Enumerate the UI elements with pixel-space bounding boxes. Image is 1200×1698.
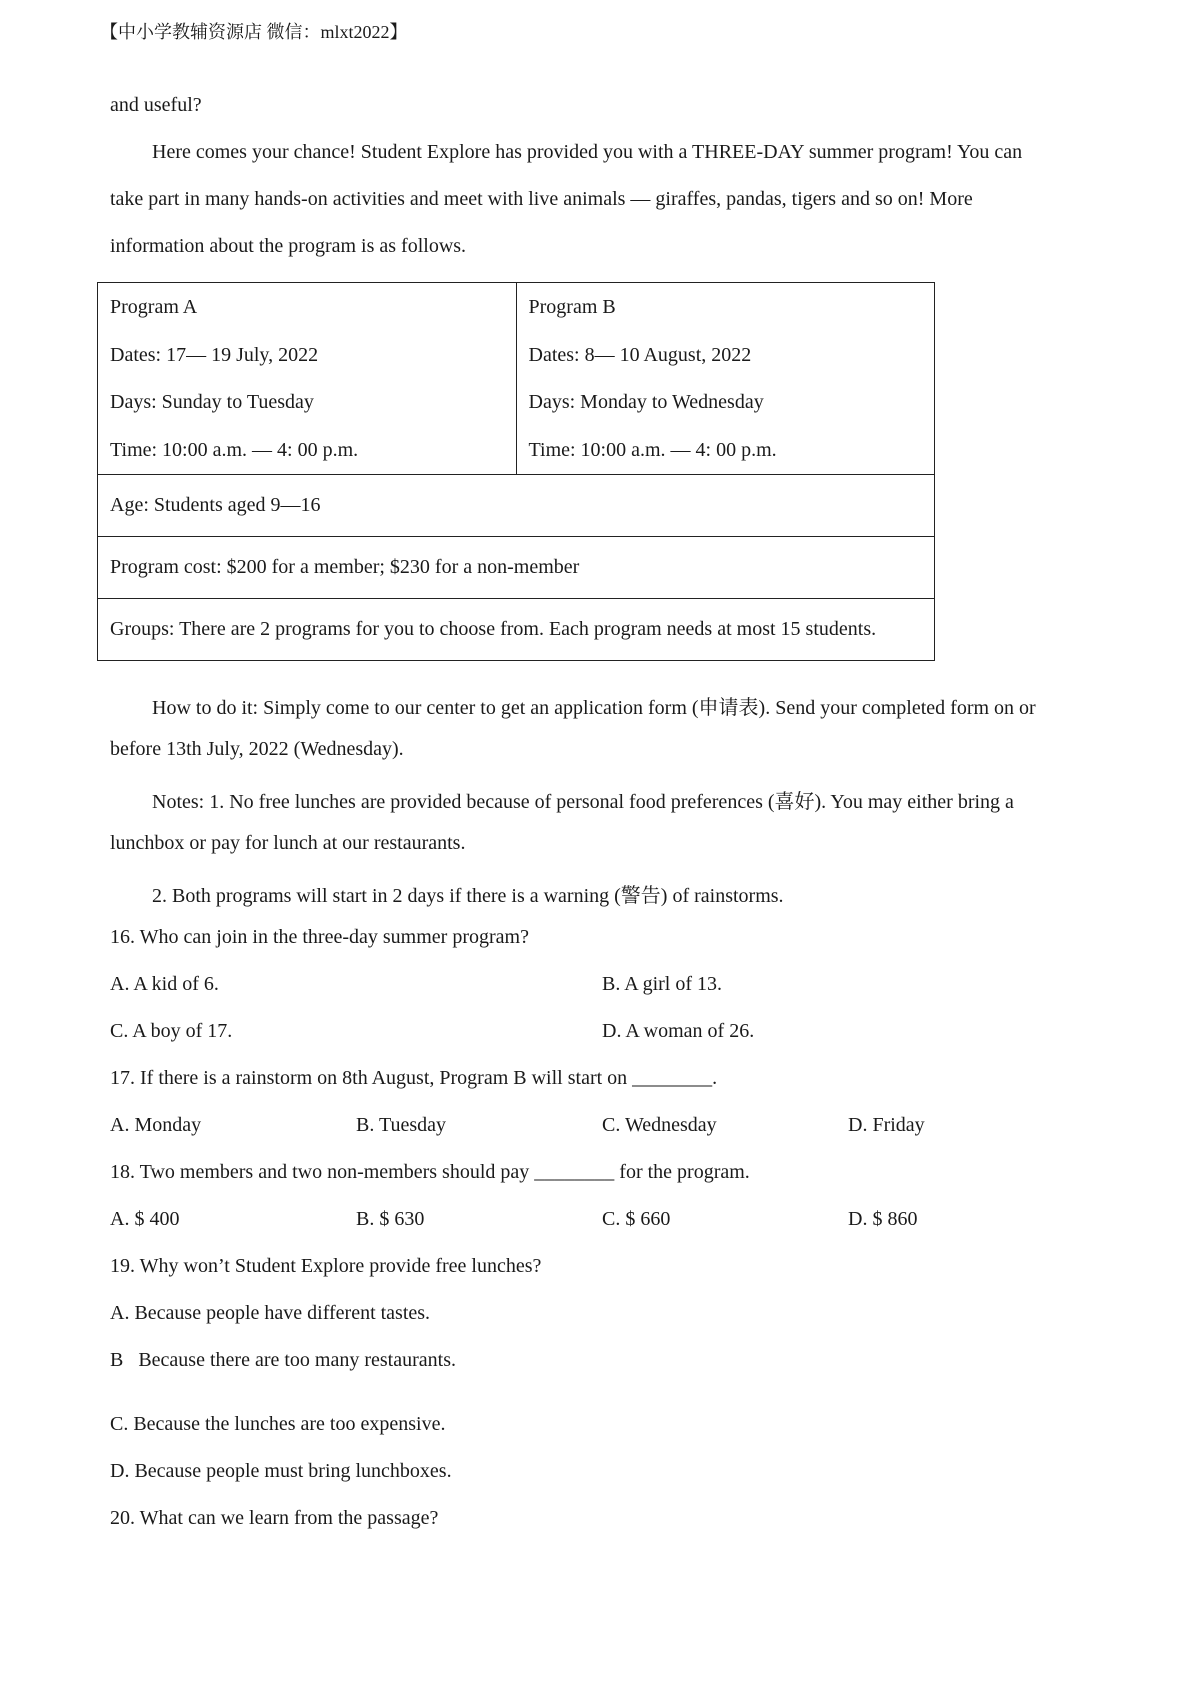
- age-text: Age: Students aged 9—16: [110, 494, 321, 516]
- program-a-time: Time: 10:00 a.m. — 4: 00 p.m.: [110, 438, 359, 461]
- program-b-dates: Dates: 8— 10 August, 2022: [528, 343, 752, 366]
- intro-line-3: information about the program is as follows.: [110, 235, 467, 257]
- q17-option-b: B. Tuesday: [356, 1114, 447, 1136]
- program-row-schedule: [98, 283, 935, 475]
- q16-option-b: B. A girl of 13.: [602, 973, 723, 995]
- program-b-title: Program B: [528, 296, 616, 318]
- program-a-dates: Dates: 17— 19 July, 2022: [110, 343, 319, 366]
- question-18: 18. Two members and two non-members should pay ________ for the program.: [110, 1161, 750, 1183]
- q19-option-c: C. Because the lunches are too expensive.: [110, 1413, 446, 1435]
- q18-option-b: B. $ 630: [356, 1208, 425, 1230]
- program-row-groups: [98, 599, 935, 661]
- groups-text: Groups: There are 2 programs for you to choose from. Each program needs at most 15 students.: [110, 618, 877, 640]
- q17-option-c: C. Wednesday: [602, 1114, 717, 1136]
- q16-option-c: C. A boy of 17.: [110, 1020, 233, 1042]
- question-16: 16. Who can join in the three-day summer program?: [110, 926, 529, 948]
- notes-line-3: 2. Both programs will start in 2 days if there is a warning (警告) of rainstorms.: [152, 885, 784, 907]
- q17-option-a: A. Monday: [110, 1114, 202, 1136]
- howto-line-1: How to do it: Simply come to our center to get an application form (申请表). Send your completed form on or: [152, 697, 1036, 719]
- program-row-cost: [98, 537, 935, 599]
- program-b-cell: [516, 283, 935, 475]
- intro-line-0: and useful?: [110, 94, 202, 116]
- intro-line-1: Here comes your chance! Student Explore has provided you with a THREE-DAY summer program! You can: [152, 141, 1023, 163]
- q16-option-a: A. A kid of 6.: [110, 973, 219, 995]
- cost-text: Program cost: $200 for a member; $230 for a non-member: [110, 556, 580, 578]
- notes-line-1: Notes: 1. No free lunches are provided because of personal food preferences (喜好). You may either bring a: [152, 791, 1014, 813]
- program-b-time: Time: 10:00 a.m. — 4: 00 p.m.: [528, 438, 777, 461]
- program-a-title: Program A: [110, 296, 198, 318]
- groups-cell: [98, 599, 935, 661]
- program-a-days: Days: Sunday to Tuesday: [110, 391, 314, 413]
- notes-line-2: lunchbox or pay for lunch at our restaurants.: [110, 832, 466, 854]
- question-17: 17. If there is a rainstorm on 8th August, Program B will start on ________.: [110, 1067, 718, 1089]
- cost-cell: [98, 537, 935, 599]
- question-19: 19. Why won’t Student Explore provide free lunches?: [110, 1255, 542, 1277]
- q17-option-d: D. Friday: [848, 1114, 925, 1136]
- program-table: [97, 282, 935, 661]
- program-b-days: Days: Monday to Wednesday: [528, 391, 764, 413]
- q19-option-d: D. Because people must bring lunchboxes.: [110, 1460, 452, 1482]
- q19-option-b: B Because there are too many restaurants.: [110, 1349, 456, 1371]
- q18-option-d: D. $ 860: [848, 1208, 918, 1230]
- program-a-cell: [98, 283, 517, 475]
- age-cell: [98, 475, 935, 537]
- watermark-header: 【中小学教辅资源店 微信：mlxt2022】: [100, 22, 408, 42]
- q16-option-d: D. A woman of 26.: [602, 1020, 755, 1042]
- intro-line-2: take part in many hands-on activities and meet with live animals — giraffes, pandas, tigers and so on! More: [110, 188, 973, 210]
- q19-option-a: A. Because people have different tastes.: [110, 1302, 431, 1324]
- q18-option-c: C. $ 660: [602, 1208, 671, 1230]
- q18-option-a: A. $ 400: [110, 1208, 180, 1230]
- question-20: 20. What can we learn from the passage?: [110, 1507, 439, 1529]
- program-row-age: [98, 475, 935, 537]
- howto-line-2: before 13th July, 2022 (Wednesday).: [110, 738, 404, 760]
